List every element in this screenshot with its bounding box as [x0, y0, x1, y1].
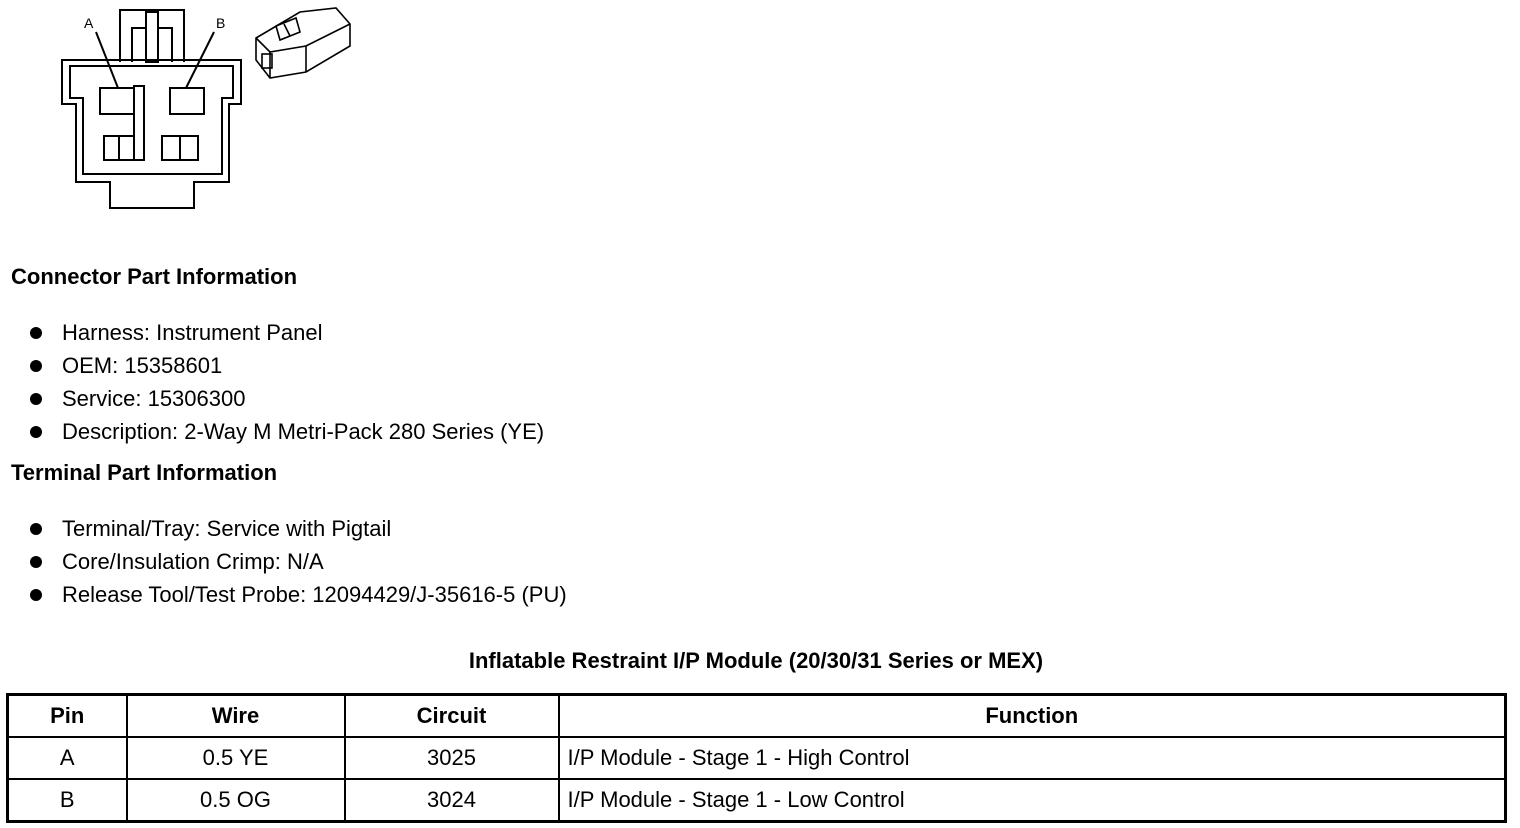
list-item: Harness: Instrument Panel [30, 316, 544, 349]
table-row [8, 779, 1506, 822]
bullet-icon [30, 523, 42, 535]
list-item: Description: 2-Way M Metri-Pack 280 Series (YE) [30, 415, 544, 448]
bullet-icon [30, 360, 42, 372]
bullet-icon [30, 589, 42, 601]
cell-pin: B [8, 779, 127, 822]
bullet-icon [30, 556, 42, 568]
cell-pin: A [8, 737, 127, 779]
list-item: Service: 15306300 [30, 382, 544, 415]
table-header-row [8, 695, 1506, 738]
cell-function: I/P Module - Stage 1 - High Control [559, 737, 1506, 779]
list-item: Core/Insulation Crimp: N/A [30, 545, 567, 578]
list-item: OEM: 15358601 [30, 349, 544, 382]
table-row [8, 737, 1506, 779]
bullet-icon [30, 327, 42, 339]
terminal-info-list [30, 512, 567, 611]
table-caption: Inflatable Restraint I/P Module (20/30/31 Series or MEX) [468, 648, 1044, 673]
terminal-info-heading: Terminal Part Information [11, 460, 278, 485]
cell-circuit: 3025 [345, 737, 559, 779]
column-header-circuit: Circuit [345, 695, 559, 738]
cell-circuit: 3024 [345, 779, 559, 822]
cell-wire: 0.5 OG [127, 779, 345, 822]
connector-info-list [30, 316, 544, 448]
connector-diagram [50, 0, 370, 220]
column-header-function: Function [559, 695, 1506, 738]
list-item: Release Tool/Test Probe: 12094429/J-35616-5 (PU) [30, 578, 567, 611]
list-item: Terminal/Tray: Service with Pigtail [30, 512, 567, 545]
cell-wire: 0.5 YE [127, 737, 345, 779]
pin-label-a: A [84, 15, 94, 31]
connector-isometric-icon [256, 8, 350, 78]
column-header-wire: Wire [127, 695, 345, 738]
connector-info-heading: Connector Part Information [11, 264, 298, 289]
pin-label-b: B [216, 15, 226, 31]
bullet-icon [30, 426, 42, 438]
pin-table [6, 693, 1507, 823]
bullet-icon [30, 393, 42, 405]
cell-function: I/P Module - Stage 1 - Low Control [559, 779, 1506, 822]
column-header-pin: Pin [8, 695, 127, 738]
